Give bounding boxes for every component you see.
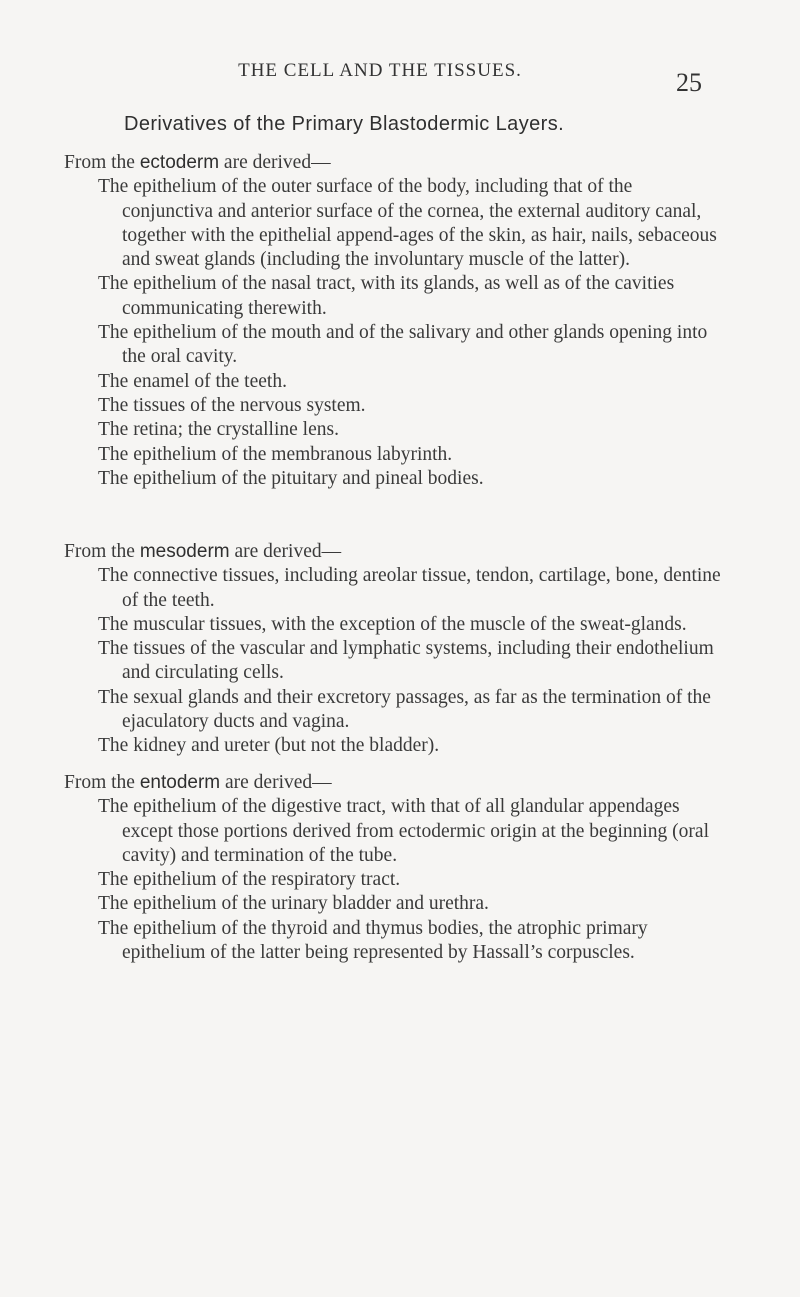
list-item: The retina; the crystalline lens. <box>98 419 339 441</box>
intro-suffix: are derived— <box>229 541 342 562</box>
page-number: 25 <box>676 68 702 97</box>
ectoderm-section <box>64 151 724 491</box>
list-item: The epithelium of the pituitary and pineal bodies. <box>98 467 484 489</box>
list-item: The epithelium of the respiratory tract. <box>98 869 401 891</box>
mesoderm-derivatives-list <box>64 564 724 758</box>
ectoderm-intro <box>64 151 724 175</box>
list-item: The epithelium of the nasal tract, with its glands, as well as of the cavities communicating therewith. <box>98 273 675 319</box>
list-item: The epithelium of the mouth and of the salivary and other glands opening into the oral cavity. <box>98 322 708 368</box>
term-mesoderm: mesoderm <box>139 541 230 562</box>
list-item: The tissues of the vascular and lymphatic systems, including their endothelium and circulating cells. <box>98 638 714 684</box>
list-item: The sexual glands and their excretory passages, as far as the termination of the ejaculatory ducts and vagina. <box>98 686 711 733</box>
intro-suffix: are derived— <box>219 152 331 173</box>
entoderm-derivatives-list <box>64 795 724 965</box>
list-item: The epithelium of the thyroid and thymus bodies, the atrophic primary epithelium of the latter being represented by Hassall’s corpuscles. <box>98 917 648 964</box>
term-entoderm: entoderm <box>139 772 221 793</box>
intro-suffix: are derived— <box>220 772 332 793</box>
list-item: The epithelium of the urinary bladder and urethra. <box>98 893 489 915</box>
intro-prefix: From the <box>64 541 140 562</box>
term-ectoderm: ectoderm <box>139 152 220 173</box>
list-item: The enamel of the teeth. <box>98 370 287 392</box>
list-item: The muscular tissues, with the exception of the muscle of the sweat-glands. <box>98 613 687 635</box>
mesoderm-section <box>64 540 724 759</box>
list-item: The kidney and ureter (but not the bladder). <box>98 735 440 757</box>
running-head <box>0 60 800 97</box>
list-item: The epithelium of the membranous labyrinth. <box>98 443 453 465</box>
running-title: THE CELL AND THE TISSUES. <box>238 60 522 81</box>
section-heading: Derivatives of the Primary Blastodermic Layers. <box>124 113 565 135</box>
intro-prefix: From the <box>64 772 140 793</box>
entoderm-intro <box>64 771 724 795</box>
mesoderm-intro <box>64 540 724 564</box>
ectoderm-derivatives-list <box>64 175 724 491</box>
list-item: The tissues of the nervous system. <box>98 394 366 416</box>
entoderm-section <box>64 771 724 965</box>
list-item: The epithelium of the digestive tract, with that of all glandular appendages except those portions derived from ectodermic origin at the beginning (oral cavity) and termination of the tube. <box>98 796 709 866</box>
list-item: The epithelium of the outer surface of the body, including that of the conjunctiva and anterior surface of the cornea, the external auditory canal, together with the epithelial append-ages of the skin, as hair, nails, sebaceous and sweat glands (including the involuntary muscle of the latter). <box>98 176 717 271</box>
intro-prefix: From the <box>64 152 140 173</box>
list-item: The connective tissues, including areolar tissue, tendon, cartilage, bone, dentine of the teeth. <box>98 565 721 611</box>
